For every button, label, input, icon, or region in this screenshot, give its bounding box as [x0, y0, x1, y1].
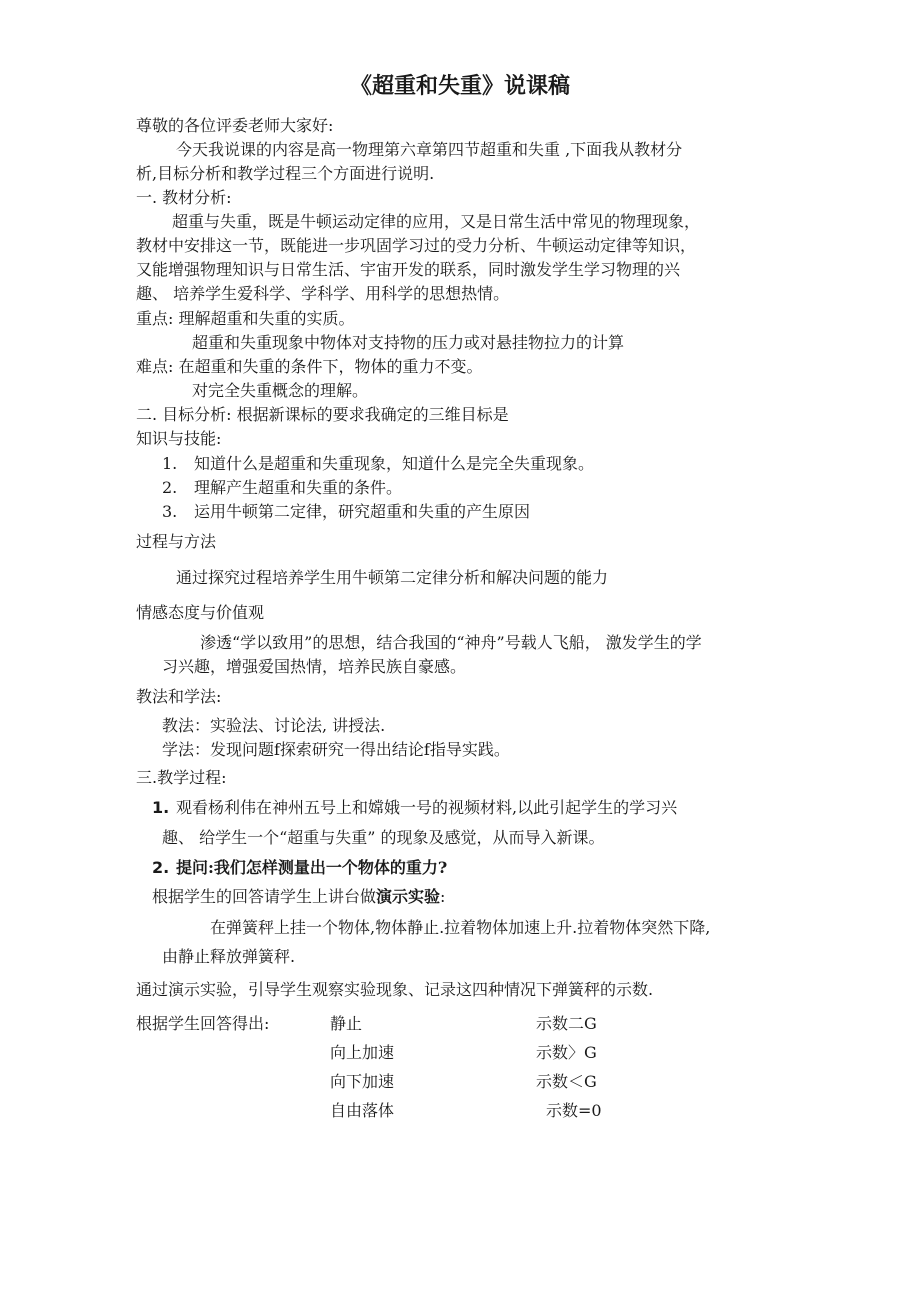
demo-intro-prefix: 根据学生的回答请学生上讲台做 [152, 887, 377, 906]
demo-intro-suffix: : [440, 887, 446, 906]
result-state: 向上加速 [330, 1043, 395, 1062]
section1-paragraph-line-2: 教材中安排这一节，既能进一步巩固学习过的受力分析、牛顿运动定律等知识， [136, 236, 697, 255]
step2-number: 2. [152, 858, 170, 877]
intro-line-2: 析,目标分析和教学过程三个方面进行说明. [136, 164, 435, 183]
knowledge-item-number: 3. [162, 502, 178, 521]
methods-heading: 教法和学法: [136, 687, 222, 706]
section1-paragraph-line-4: 趣、 培养学生爱科学、学科学、用科学的思想热情。 [136, 284, 510, 303]
knowledge-heading: 知识与技能: [136, 429, 222, 448]
knowledge-item-number: 1. [162, 454, 178, 473]
knowledge-item [162, 477, 402, 499]
guide-text: 通过演示实验，引导学生观察实验现象、记录这四种情况下弹簧秤的示数. [136, 980, 654, 999]
knowledge-item [162, 501, 530, 523]
section1-paragraph-line-3: 又能增强物理知识与日常生活、宇宙开发的联系，同时激发学生学习物理的兴 [136, 260, 681, 279]
key-point: 重点: 理解超重和失重的实质。 [136, 309, 355, 328]
section1-heading: 一. 教材分析: [136, 188, 232, 207]
section3-heading: 三.教学过程: [136, 768, 227, 787]
teaching-method: 教法：实验法、讨论法, 讲授法. [162, 716, 386, 735]
step1-text-line-2: 趣、 给学生一个“超重与失重” 的现象及感觉，从而导入新课。 [162, 828, 605, 847]
result-reading: 示数=0 [546, 1101, 602, 1120]
knowledge-item-text: 理解产生超重和失重的条件。 [194, 478, 403, 497]
process-text: 通过探究过程培养学生用牛顿第二定律分析和解决问题的能力 [176, 568, 609, 587]
emotion-text-line-1: 渗透“学以致用”的思想，结合我国的“神舟”号载人飞船， 激发学生的学 [200, 633, 702, 652]
knowledge-item-text: 运用牛顿第二定律，研究超重和失重的产生原因 [194, 502, 531, 521]
process-heading: 过程与方法 [136, 532, 217, 551]
result-state: 自由落体 [330, 1101, 395, 1120]
result-reading: 示数二G [536, 1014, 597, 1033]
greeting: 尊敬的各位评委老师大家好: [136, 116, 334, 135]
result-state: 向下加速 [330, 1072, 395, 1091]
result-state: 静止 [330, 1014, 363, 1033]
demo-line-2: 由静止释放弹簧秤. [162, 947, 296, 966]
knowledge-item-text: 知道什么是超重和失重现象，知道什么是完全失重现象。 [194, 454, 595, 473]
section1-paragraph-line-1: 超重与失重，既是牛顿运动定律的应用，又是日常生活中常见的物理现象， [172, 212, 701, 231]
demo-intro-emphasis: 演示实验 [376, 887, 441, 906]
difficulty-point: 难点: 在超重和失重的条件下，物体的重力不变。 [136, 357, 483, 376]
learning-method: 学法：发现问题f探索研究一得出结论f指导实践。 [162, 740, 510, 759]
document-title: 《超重和失重》说课稿 [349, 73, 570, 99]
difficulty-point-line-2: 对完全失重概念的理解。 [192, 381, 369, 400]
intro-line-1: 今天我说课的内容是高一物理第六章第四节超重和失重 ,下面我从教材分 [176, 140, 683, 159]
knowledge-item-number: 2. [162, 478, 178, 497]
step2 [152, 857, 447, 879]
knowledge-item [162, 453, 594, 475]
demo-intro [152, 886, 445, 908]
step1 [152, 797, 677, 819]
key-point-line-2: 超重和失重现象中物体对支持物的压力或对悬挂物拉力的计算 [192, 333, 625, 352]
result-reading: 示数＜G [536, 1072, 597, 1091]
result-reading: 示数〉G [536, 1043, 597, 1062]
results-label: 根据学生回答得出: [136, 1014, 270, 1033]
step1-text-line-1: 观看杨利伟在神州五号上和嫦娥一号的视频材料,以此引起学生的学习兴 [176, 798, 678, 817]
emotion-text-line-2: 习兴趣，增强爱国热情，培养民族自豪感。 [162, 657, 467, 676]
step1-number: 1. [152, 798, 170, 817]
demo-line-1: 在弹簧秤上挂一个物体,物体静止.拉着物体加速上升.拉着物体突然下降, [210, 918, 711, 937]
section2-heading: 二. 目标分析: 根据新课标的要求我确定的三维目标是 [136, 405, 509, 424]
emotion-heading: 情感态度与价值观 [136, 603, 265, 622]
step2-text: 提问:我们怎样测量出一个物体的重力? [176, 858, 448, 877]
